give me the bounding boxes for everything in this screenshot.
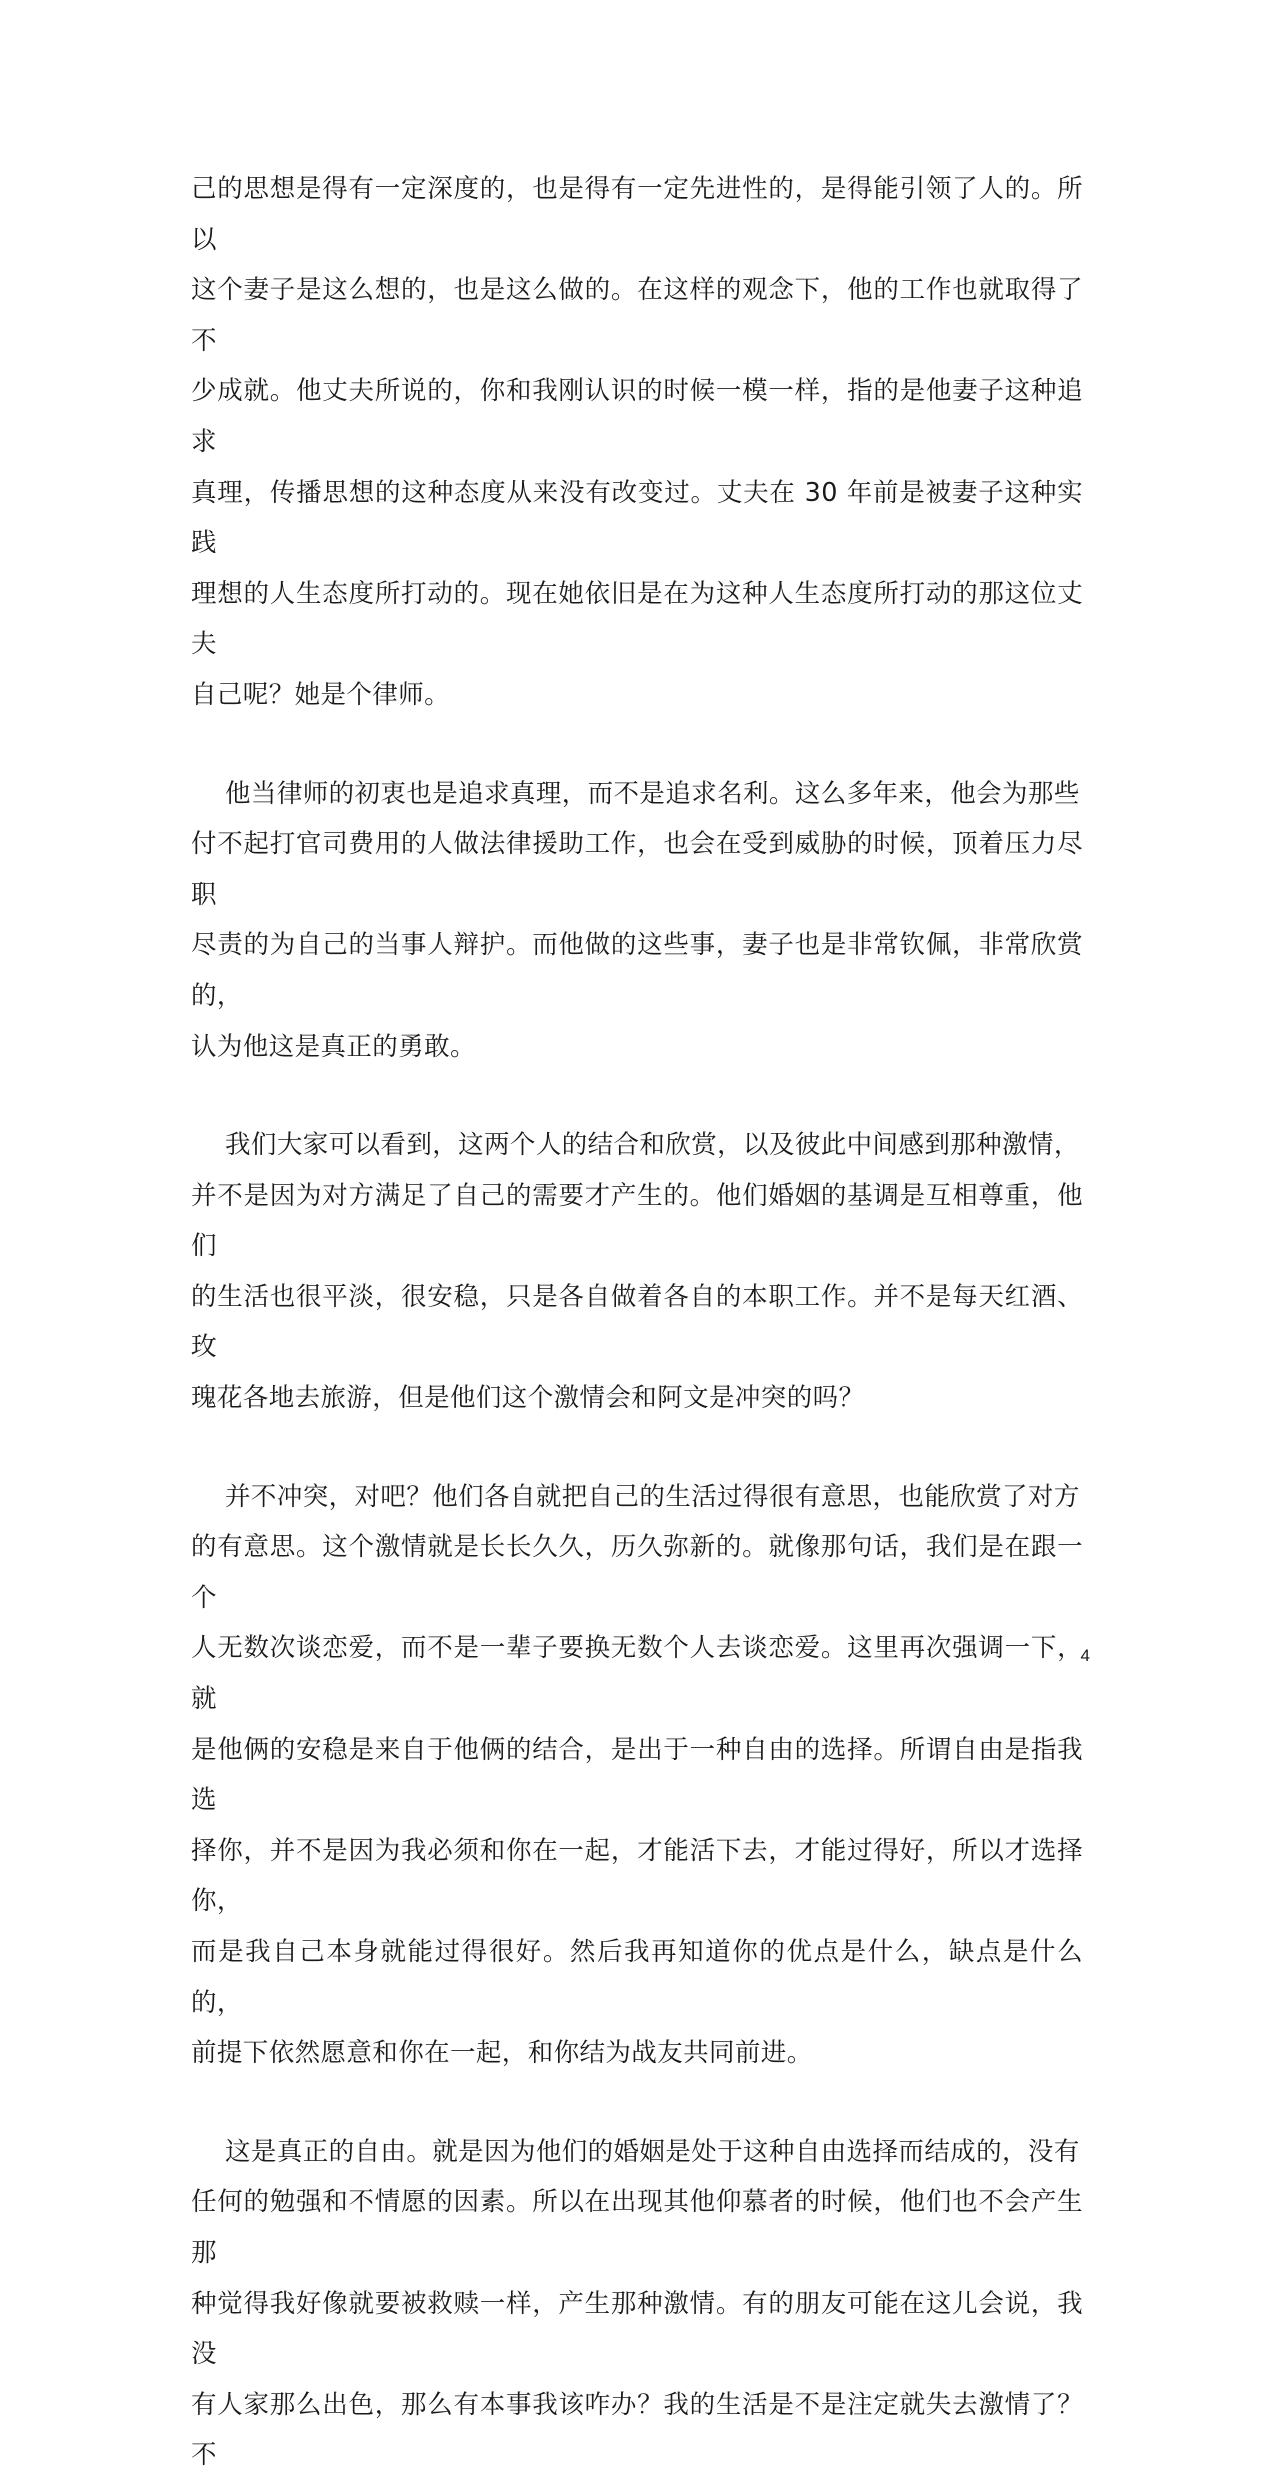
text-line: 的有意思。这个激情就是长长久久，历久弥新的。就像那句话，我们是在跟一个 (191, 1532, 1083, 1613)
text-line: 理想的人生态度所打动的。现在她依旧是在为这种人生态度所打动的那这位丈夫 (191, 578, 1083, 660)
text-line: 任何的勉强和不情愿的因素。所以在出现其他仰慕者的时候，他们也不会产生那 (191, 2187, 1083, 2268)
text-line: 择你，并不是因为我必须和你在一起，才能活下去，才能过得好，所以才选择你， (191, 1835, 1083, 1917)
text-line: 是他俩的安稳是来自于他俩的结合，是出于一种自由的选择。所谓自由是指我选 (191, 1734, 1083, 1816)
text-line: 并不是因为对方满足了自己的需要才产生的。他们婚姻的基调是互相尊重，他们 (191, 1180, 1083, 1262)
paragraph-spacer (191, 2079, 1083, 2127)
text-line: 尽责的为自己的当事人辩护。而他做的这些事，妻子也是非常钦佩，非常欣赏的， (191, 930, 1083, 1011)
paragraph (191, 2127, 1083, 2481)
text-line: 真理，传播思想的这种态度从来没有改变过。丈夫在 30 年前是被妻子这种实践 (191, 477, 1083, 559)
text-line: 认为他这是真正的勇敢。 (191, 1031, 476, 1062)
text-line: 种觉得我好像就要被救赎一样，产生那种激情。有的朋友可能在这儿会说，我没 (191, 2288, 1083, 2370)
text-line: 并不冲突，对吧？他们各自就把自己的生活过得很有意思，也能欣赏了对方 (191, 1481, 1080, 1512)
paragraph (191, 769, 1083, 1073)
paragraph (191, 1472, 1083, 2079)
text-line: 的生活也很平淡，很安稳，只是各自做着各自的本职工作。并不是每天红酒、玫 (191, 1281, 1083, 1363)
text-line: 这是真正的自由。就是因为他们的婚姻是处于这种自由选择而结成的，没有 (191, 2136, 1080, 2167)
text-line: 有人家那么出色，那么有本事我该咋办？我的生活是不是注定就失去激情了？不 (191, 2389, 1083, 2471)
text-line: 少成就。他丈夫所说的，你和我刚认识的时候一模一样，指的是他妻子这种追求 (191, 376, 1083, 457)
text-line: 己的思想是得有一定深度的，也是得有一定先进性的，是得能引领了人的。所以 (191, 174, 1083, 255)
text-line: 人无数次谈恋爱，而不是一辈子要换无数个人去谈恋爱。这里再次强调一下，就 (191, 1633, 1083, 1715)
paragraph (191, 164, 1083, 721)
paragraph (191, 1120, 1083, 1424)
page-number: 4 (1080, 1646, 1090, 1665)
paragraph-spacer (191, 1072, 1083, 1120)
text-line: 我们大家可以看到，这两个人的结合和欣赏，以及彼此中间感到那种激情， (191, 1130, 1080, 1161)
body-text (191, 164, 1083, 2481)
text-line: 他当律师的初衷也是追求真理，而不是追求名利。这么多年来，他会为那些 (191, 778, 1080, 809)
text-line: 瑰花各地去旅游，但是他们这个激情会和阿文是冲突的吗？ (191, 1383, 865, 1414)
paragraph-spacer (191, 721, 1083, 769)
text-line: 这个妻子是这么想的，也是这么做的。在这样的观念下，他的工作也就取得了不 (191, 275, 1083, 356)
text-line: 付不起打官司费用的人做法律援助工作，也会在受到威胁的时候，顶着压力尽职 (191, 829, 1083, 910)
paragraph-spacer (191, 1424, 1083, 1472)
text-line: 前提下依然愿意和你在一起，和你结为战友共同前进。 (191, 2038, 813, 2069)
text-line: 自己呢？她是个律师。 (191, 679, 451, 710)
text-line: 而是我自己本身就能过得很好。然后我再知道你的优点是什么，缺点是什么的， (191, 1937, 1083, 2018)
